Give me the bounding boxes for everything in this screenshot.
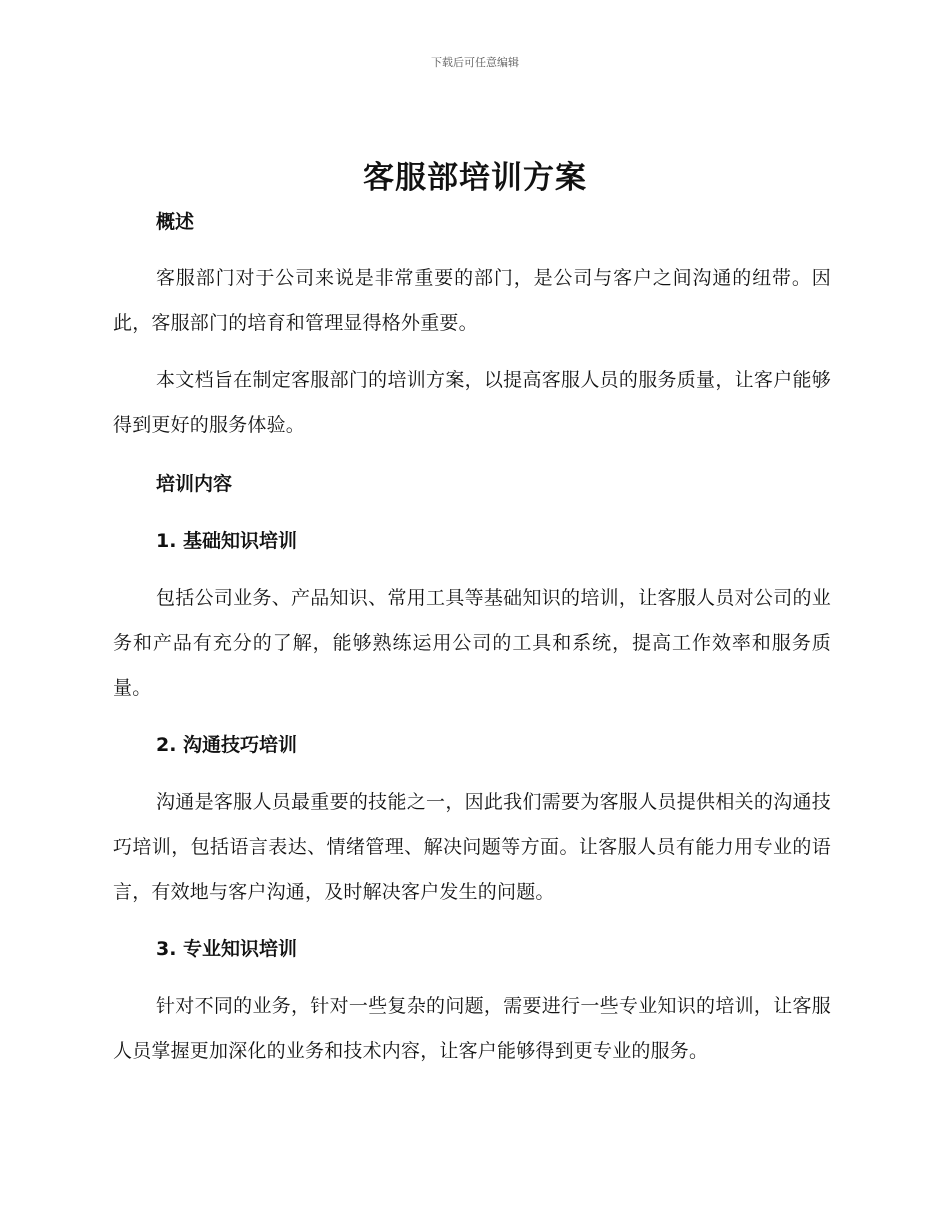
overview-paragraph-1: 客服部门对于公司来说是非常重要的部门，是公司与客户之间沟通的纽带。因此，客服部门的培育和管理显得格外重要。: [113, 267, 831, 334]
header-note: 下载后可任意编辑: [431, 56, 519, 69]
communication-heading: 2. 沟通技巧培训: [156, 734, 298, 756]
document-title: 客服部培训方案: [363, 160, 587, 196]
overview-heading: 概述: [156, 211, 195, 233]
professional-knowledge-heading: 3. 专业知识培训: [156, 938, 298, 960]
basic-knowledge-heading: 1. 基础知识培训: [156, 530, 298, 552]
training-content-heading: 培训内容: [156, 473, 233, 495]
professional-knowledge-paragraph: 针对不同的业务，针对一些复杂的问题，需要进行一些专业知识的培训，让客服人员掌握更加深化的业务和技术内容，让客户能够得到更专业的服务。: [113, 995, 831, 1062]
overview-paragraph-2: 本文档旨在制定客服部门的培训方案，以提高客服人员的服务质量，让客户能够得到更好的服务体验。: [113, 369, 831, 436]
basic-knowledge-paragraph: 包括公司业务、产品知识、常用工具等基础知识的培训，让客服人员对公司的业务和产品有充分的了解，能够熟练运用公司的工具和系统，提高工作效率和服务质量。: [113, 587, 831, 699]
communication-paragraph: 沟通是客服人员最重要的技能之一，因此我们需要为客服人员提供相关的沟通技巧培训，包括语言表达、情绪管理、解决问题等方面。让客服人员有能力用专业的语言，有效地与客户沟通，及时解决客户发生的问题。: [113, 791, 831, 903]
